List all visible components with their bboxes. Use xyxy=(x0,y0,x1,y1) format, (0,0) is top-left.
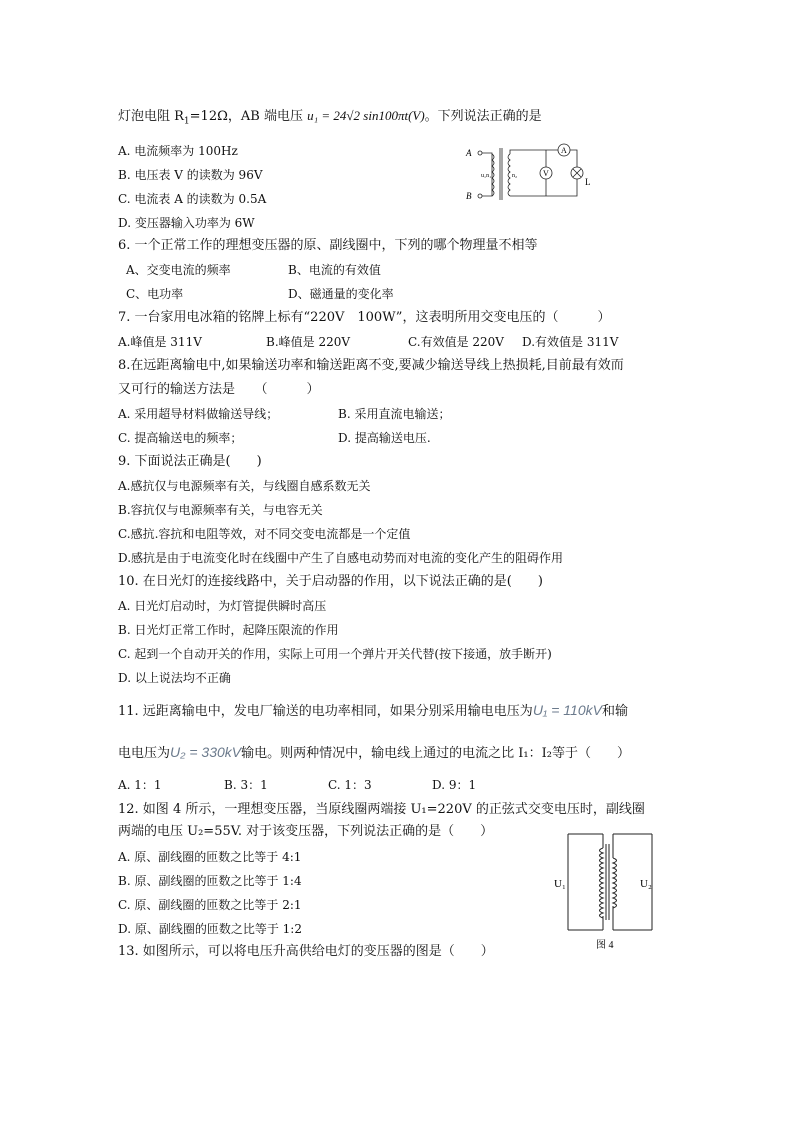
q7-option-d: D.有效值是 311V xyxy=(522,335,619,349)
figure-4-transformer xyxy=(548,830,668,955)
q7-option-c: C.有效值是 220V xyxy=(408,335,504,349)
q5-option-b: B. 电压表 V 的读数为 96V xyxy=(118,168,263,182)
q11-option-a: A. 1：1 xyxy=(118,778,162,792)
q12-option-c: C. 原、副线圈的匝数之比等于 2:1 xyxy=(118,898,302,912)
fig5-label-a: A xyxy=(466,148,472,158)
intro-post: 。下列说法正确的是 xyxy=(424,109,542,124)
q12-option-b: B. 原、副线圈的匝数之比等于 1:4 xyxy=(118,874,302,888)
q7-option-a: A.峰值是 311V xyxy=(118,335,202,349)
q6-option-a: A、交变电流的频率 xyxy=(126,263,231,277)
q8-option-d: D. 提高输送电压. xyxy=(338,431,431,445)
q11-u2: U₂ = 330kV xyxy=(170,744,242,760)
q8-option-c: C. 提高输送电的频率； xyxy=(118,431,243,445)
q10-option-a: A. 日光灯启动时，为灯管提供瞬时高压 xyxy=(118,599,327,613)
q11-l1-post: 和输 xyxy=(601,704,628,719)
q11-stem-line1 xyxy=(118,701,628,721)
q7-option-b: B.峰值是 220V xyxy=(266,335,351,349)
q9-stem: 9. 下面说法正确是( ) xyxy=(118,454,262,469)
q12-option-d: D. 原、副线圈的匝数之比等于 1:2 xyxy=(118,922,302,936)
q11-l1-pre: 11. 远距离输电中，发电厂输送的电功率相同，如果分别采用输电电压为 xyxy=(118,704,533,719)
q5-option-d: D. 变压器输入功率为 6W xyxy=(118,216,255,230)
q11-option-d: D. 9：1 xyxy=(432,778,477,792)
q8-stem-line1: 8.在远距离输电中,如果输送功率和输送距离不变,要减少输送导线上热损耗,目前最有效而 xyxy=(118,358,624,373)
q5-option-c: C. 电流表 A 的读数为 0.5A xyxy=(118,192,267,206)
fig5-meter-v: V xyxy=(543,169,549,178)
intro-formula: u₁ = 24√2 sin100πt(V) xyxy=(307,108,425,123)
question-5-intro xyxy=(118,107,542,131)
q11-option-c: C. 1：3 xyxy=(328,778,372,792)
q6-stem: 6. 一个正常工作的理想变压器的原、副线圈中，下列的哪个物理量不相等 xyxy=(118,238,538,253)
fig4-u1: U₁ xyxy=(554,878,566,890)
fig4-caption: 图 4 xyxy=(596,940,614,951)
q6-option-c: C、电功率 xyxy=(126,287,184,301)
intro-mid: =12Ω，AB 端电压 xyxy=(189,109,303,124)
fig5-label-n1: u₁n₁ xyxy=(481,173,492,179)
q9-option-b: B.容抗仅与电源频率有关，与电容无关 xyxy=(118,503,323,517)
q7-stem: 7. 一台家用电冰箱的铭牌上标有“220V 100W”，这表明所用交变电压的（ ） xyxy=(118,310,611,325)
intro-pre: 灯泡电阻 R xyxy=(118,109,184,124)
q10-option-b: B. 日光灯正常工作时，起降压限流的作用 xyxy=(118,623,339,637)
q5-option-a: A. 电流频率为 100Hz xyxy=(118,144,238,158)
q12-option-a: A. 原、副线圈的匝数之比等于 4:1 xyxy=(118,850,302,864)
q8-stem-line2: 又可行的输送方法是 （ ） xyxy=(118,382,320,397)
q6-option-d: D、磁通量的变化率 xyxy=(288,287,394,301)
q8-option-b: B. 采用直流电输送； xyxy=(338,407,451,421)
q9-option-d: D.感抗是由于电流变化时在线圈中产生了自感电动势而对电流的变化产生的阻碍作用 xyxy=(118,551,564,565)
fig5-meter-a: A xyxy=(561,146,567,155)
q11-stem-line2 xyxy=(118,743,630,763)
q9-option-c: C.感抗.容抗和电阻等效，对不同交变电流都是一个定值 xyxy=(118,527,411,541)
fig5-label-b: B xyxy=(466,191,472,201)
q9-option-a: A.感抗仅与电源频率有关，与线圈自感系数无关 xyxy=(118,479,371,493)
q8-option-a: A. 采用超导材料做输送导线； xyxy=(118,407,279,421)
q10-stem: 10. 在日光灯的连接线路中，关于启动器的作用，以下说法正确的是( ) xyxy=(118,574,543,589)
fig4-u2: U₂ xyxy=(640,878,652,890)
q10-option-d: D. 以上说法均不正确 xyxy=(118,671,231,685)
intro-sub: 1 xyxy=(183,116,190,127)
transformer-circuit-figure xyxy=(462,140,612,205)
q12-stem-line1: 12. 如图 4 所示，一理想变压器，当原线圈两端接 U₁=220V 的正弦式交变电压时，副线圈 xyxy=(118,802,645,817)
q11-l2-post: 输电。则两种情况中，输电线上通过的电流之比 I₁：I₂等于（ ） xyxy=(241,746,630,761)
q13-stem: 13. 如图所示，可以将电压升高供给电灯的变压器的图是（ ） xyxy=(118,944,494,959)
q12-stem-line2: 两端的电压 U₂=55V. 对于该变压器，下列说法正确的是（ ） xyxy=(118,824,494,839)
q11-option-b: B. 3：1 xyxy=(224,778,268,792)
fig5-label-n2: n₂ xyxy=(512,173,518,179)
q10-option-c: C. 起到一个自动开关的作用，实际上可用一个弹片开关代替(按下接通，放手断开) xyxy=(118,647,552,661)
fig5-label-l: L xyxy=(585,177,591,187)
q11-u1: U₁ = 110kV xyxy=(532,702,602,718)
q11-l2-pre: 电电压为 xyxy=(118,746,171,761)
q6-option-b: B、电流的有效值 xyxy=(288,263,381,277)
